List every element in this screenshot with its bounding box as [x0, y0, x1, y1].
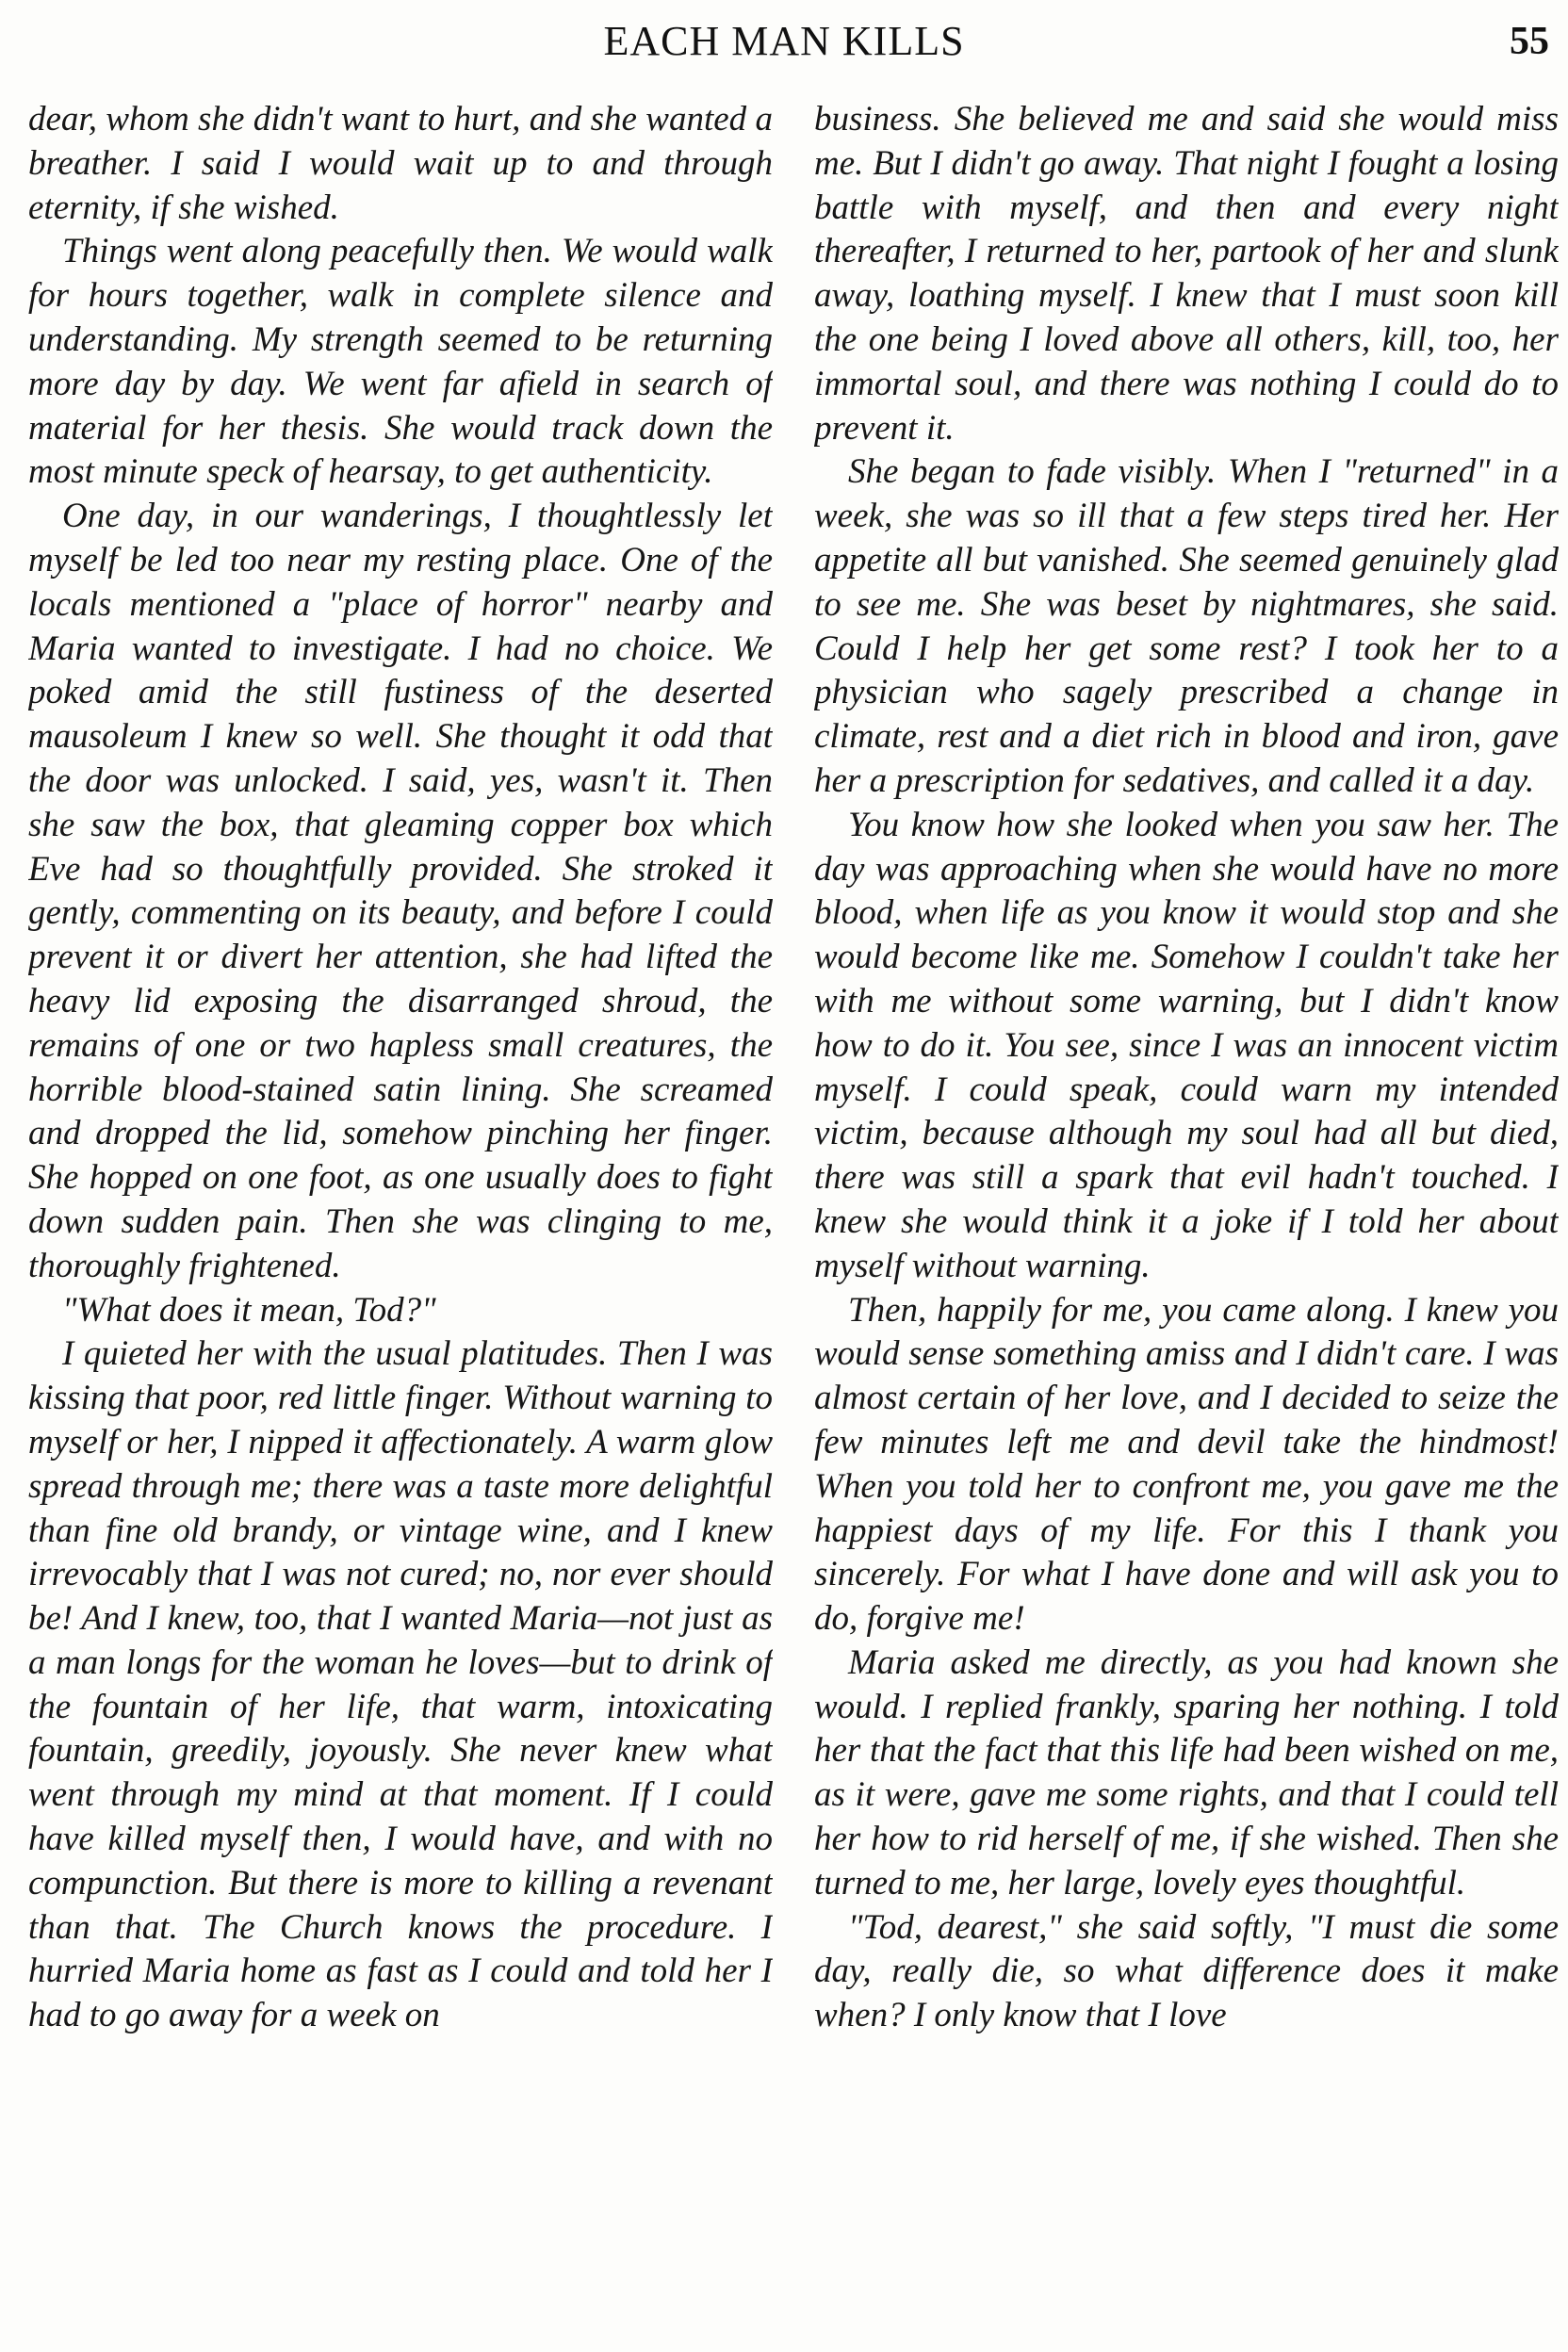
- running-head: [0, 8, 1568, 74]
- paragraph: dear, whom she didn't want to hurt, and she wanted a breather. I said I would wait up to and through eternity, if she wished.: [28, 100, 773, 227]
- paragraph: Then, happily for me, you came along. I knew you would sense something amiss and I didn't care. I was almost certain of her love, and I decided to seize the few minutes left me and devil take the hindmost! When you told her to confront me, you gave me the happiest days of my life. For this I thank you sincerely. For what I have done and will ask you to do, forgive me!: [814, 1290, 1559, 1639]
- paragraph: "What does it mean, Tod?": [62, 1290, 436, 1330]
- paragraph: One day, in our wanderings, I thoughtlessly let myself be led too near my resting place. One of the locals mentioned a "place of horror" nearby and Maria wanted to investigate. I had no choice. We poked amid the still fustiness of the deserted mausoleum I knew so well. She thought it odd that the door was unlocked. I said, yes, wasn't it. Then she saw the box, that gleaming copper box which Eve had so thoughtfully provided. She stroked it gently, commenting on its beauty, and before I could prevent it or divert her attention, she had lifted the heavy lid exposing the disarranged shroud, the remains of one or two hapless small creatures, the horrible blood-stained satin lining. She screamed and dropped the lid, somehow pinching her finger. She hopped on one foot, as one usually does to fight down sudden pain. Then she was clinging to me, thoroughly frightened.: [28, 497, 773, 1285]
- left-column: [28, 98, 773, 2341]
- paragraph: You know how she looked when you saw her. The day was approaching when she would have no more blood, when life as you know it would stop and she would become like me. Somehow I couldn't take her with me without some warning, but I didn't know how to do it. You see, since I was an innocent victim myself. I could speak, could warn my intended victim, because although my soul had all but died, there was still a spark that evil hadn't touched. I knew she would think it a joke if I told her about myself without warning.: [814, 805, 1559, 1285]
- paragraph: Things went along peacefully then. We would walk for hours together, walk in complete silence and understanding. My strength seemed to be returning more day by day. We went far afield in search of material for her thesis. She would track down the most minute speck of hearsay, to get authenticity.: [28, 232, 773, 492]
- paragraph: I quieted her with the usual platitudes. Then I was kissing that poor, red little finger. Without warning to myself or her, I nipped it affectionately. A warm glow spread through me; there was a taste more delightful than fine old brandy, or vintage wine, and I knew irrevocably that I was not cured; no, nor ever should be! And I knew, too, that I wanted Maria—not just as a man longs for the woman he loves—but to drink of the fountain of her life, that warm, intoxicating fountain, greedily, joyously. She never knew what went through my mind at that moment. If I could have killed myself then, I would have, and with no compunction. But there is more to killing a revenant than that. The Church knows the procedure. I hurried Maria home as fast as I could and told her I had to go away for a week on: [28, 1334, 773, 2035]
- paragraph: business. She believed me and said she would miss me. But I didn't go away. That night I fought a losing battle with myself, and then and every night thereafter, I returned to her, partook of her and slunk away, loathing myself. I knew that I must soon kill the one being I loved above all others, kill, too, her immortal soul, and there was nothing I could do to prevent it.: [814, 100, 1559, 448]
- paragraph: "Tod, dearest," she said softly, "I must die some day, really die, so what difference does it make when? I only know that I love: [814, 1907, 1559, 2035]
- paragraph: She began to fade visibly. When I "returned" in a week, she was so ill that a few steps tired her. Her appetite all but vanished. She seemed genuinely glad to see me. She was beset by nightmares, she said. Could I help her get some rest? I took her to a physician who sagely prescribed a change in climate, rest and a diet rich in blood and iron, gave her a prescription for sedatives, and called it a day.: [814, 452, 1559, 800]
- running-title: EACH MAN KILLS: [603, 18, 965, 64]
- paragraph: Maria asked me directly, as you had known she would. I replied frankly, sparing her nothing. I told her that the fact that this life had been wished on me, as it were, gave me some rights, and that I could tell her how to rid herself of me, if she wished. Then she turned to me, her large, lovely eyes thoughtful.: [814, 1642, 1559, 1903]
- page-number: 55: [1510, 20, 1549, 63]
- right-column: [814, 98, 1559, 2341]
